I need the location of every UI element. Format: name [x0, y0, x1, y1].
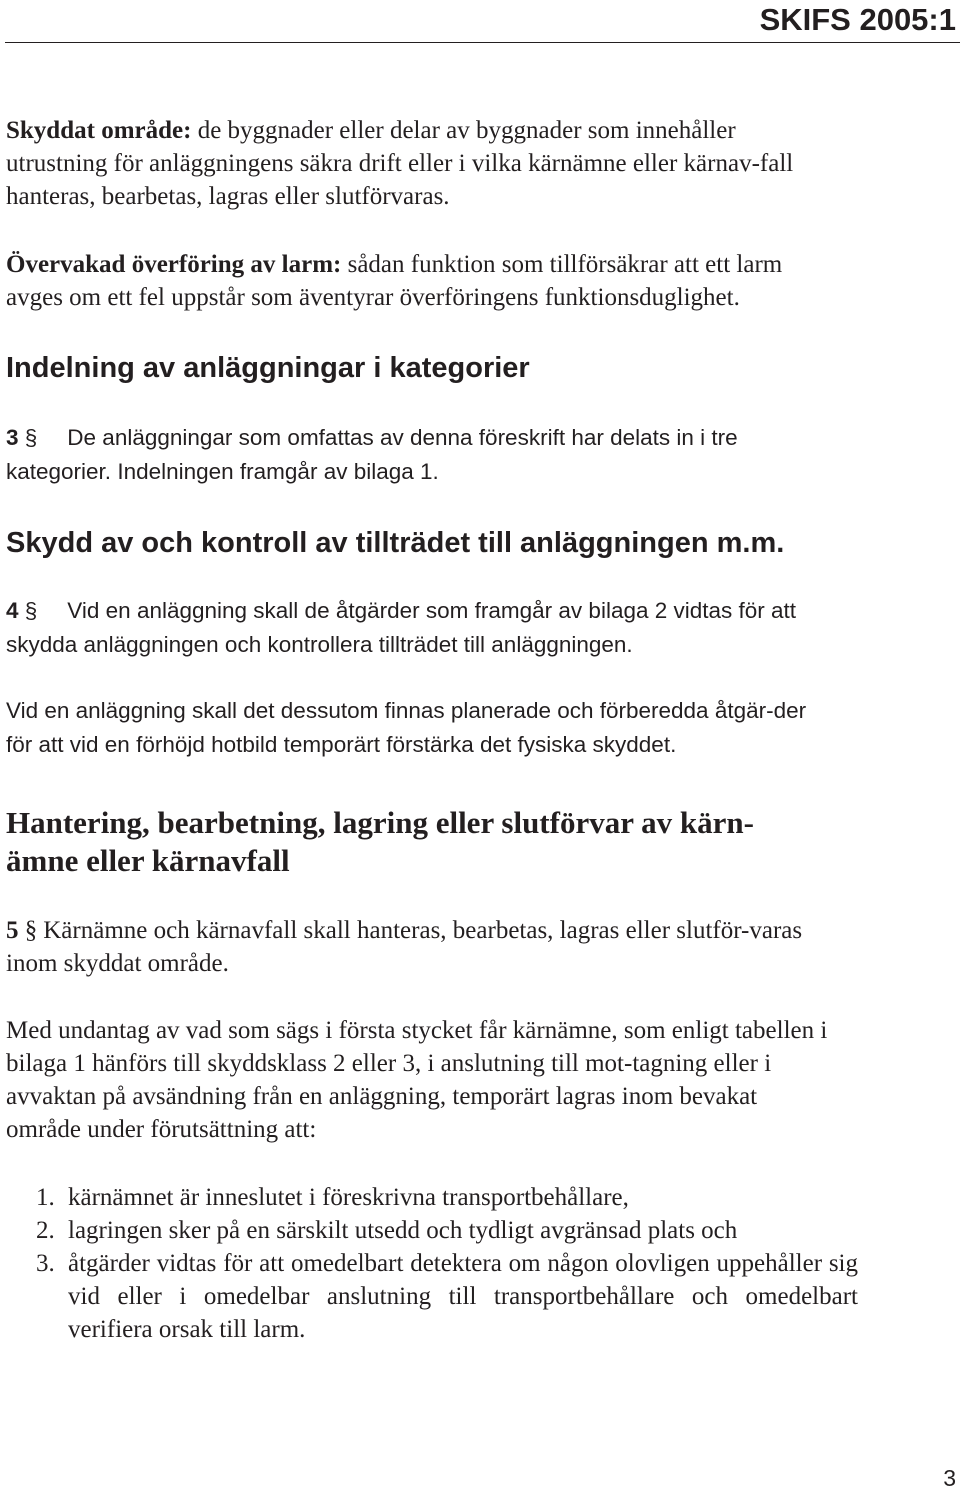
definition-overvakad-overforing: [6, 248, 836, 314]
list-item-number: 2.: [36, 1217, 55, 1244]
section-5-paragraph-2: Med undantag av vad som sägs i första stycket får kärnämne, som enligt tabellen i bilaga 1 hänförs till skyddsklass 2 eller 3, i anslutning till mot-tagning eller i avvaktan på avsändning från en anläggning, temporärt lagras inom bevakat område under förutsättning att:: [6, 1017, 828, 1143]
section-5-heading: [6, 804, 836, 880]
list-item-text: kärnämnet är inneslutet i föreskrivna transportbehållare,: [68, 1184, 629, 1211]
section-4-heading: Skydd av och kontroll av tillträdet till anläggningen m.m.: [6, 527, 785, 559]
section-3-heading: Indelning av anläggningar i kategorier: [6, 352, 530, 384]
section-5-heading-line-1: Hantering, bearbetning, lagring eller slutförvar av kärn-: [6, 805, 754, 840]
section-3-paragraph: [6, 421, 836, 489]
list-item-number: 3.: [36, 1250, 55, 1277]
paragraph-number: 4: [6, 598, 19, 623]
section-symbol: §: [24, 425, 38, 450]
section-symbol: §: [24, 598, 38, 623]
section-5-heading-line-2: ämne eller kärnavfall: [6, 843, 290, 878]
conditions-list: [6, 1181, 858, 1346]
list-item-text: lagringen sker på en särskilt utsedd och tydligt avgränsad plats och: [68, 1217, 738, 1244]
section-4-paragraph-2: Vid en anläggning skall det dessutom finnas planerade och förberedda åtgär-der för att vid en förhöjd hotbild temporärt förstärka det fysiska skyddet.: [6, 698, 807, 757]
definition-text: sådan funktion som tillförsäkrar att ett larm avges om ett fel uppstår som äventyrar överföringens funktionsduglighet.: [6, 251, 783, 311]
document-id: SKIFS 2005:1: [759, 2, 956, 37]
paragraph-text: Vid en anläggning skall de åtgärder som framgår av bilaga 2 vidtas för att skydda anläggningen och kontrollera tillträdet till anläggningen.: [6, 598, 797, 657]
definition-text: de byggnader eller delar av byggnader som innehåller utrustning för anläggningens säkra drift eller i vilka kärnämne eller kärnav-fall hanteras, bearbetas, lagras eller slutförvaras.: [6, 117, 794, 210]
list-item-text: åtgärder vidtas för att omedelbart detektera om någon olovligen uppehåller sig vid eller i omedelbar anslutning till transportbehållare och omedelbart verifiera orsak till larm.: [68, 1250, 858, 1343]
section-5-paragraph: [6, 914, 836, 980]
paragraph-text: De anläggningar som omfattas av denna föreskrift har delats in i tre kategorier. Indelningen framgår av bilaga 1.: [6, 425, 738, 484]
paragraph-number: 5: [6, 917, 19, 944]
list-item: [6, 1247, 858, 1346]
paragraph-number: 3: [6, 425, 19, 450]
list-item: [6, 1214, 858, 1247]
page-number: 3: [943, 1465, 956, 1491]
definition-skyddat-omrade: [6, 114, 836, 213]
definition-term: Skyddat område:: [6, 117, 192, 144]
header-divider: [5, 42, 960, 43]
section-symbol: §: [24, 917, 38, 944]
definition-term: Övervakad överföring av larm:: [6, 251, 342, 278]
section-4-paragraph: [6, 594, 836, 662]
list-item-number: 1.: [36, 1184, 55, 1211]
paragraph-text: Kärnämne och kärnavfall skall hanteras, bearbetas, lagras eller slutför-varas inom skyddat område.: [6, 917, 803, 977]
list-item: [6, 1181, 858, 1214]
